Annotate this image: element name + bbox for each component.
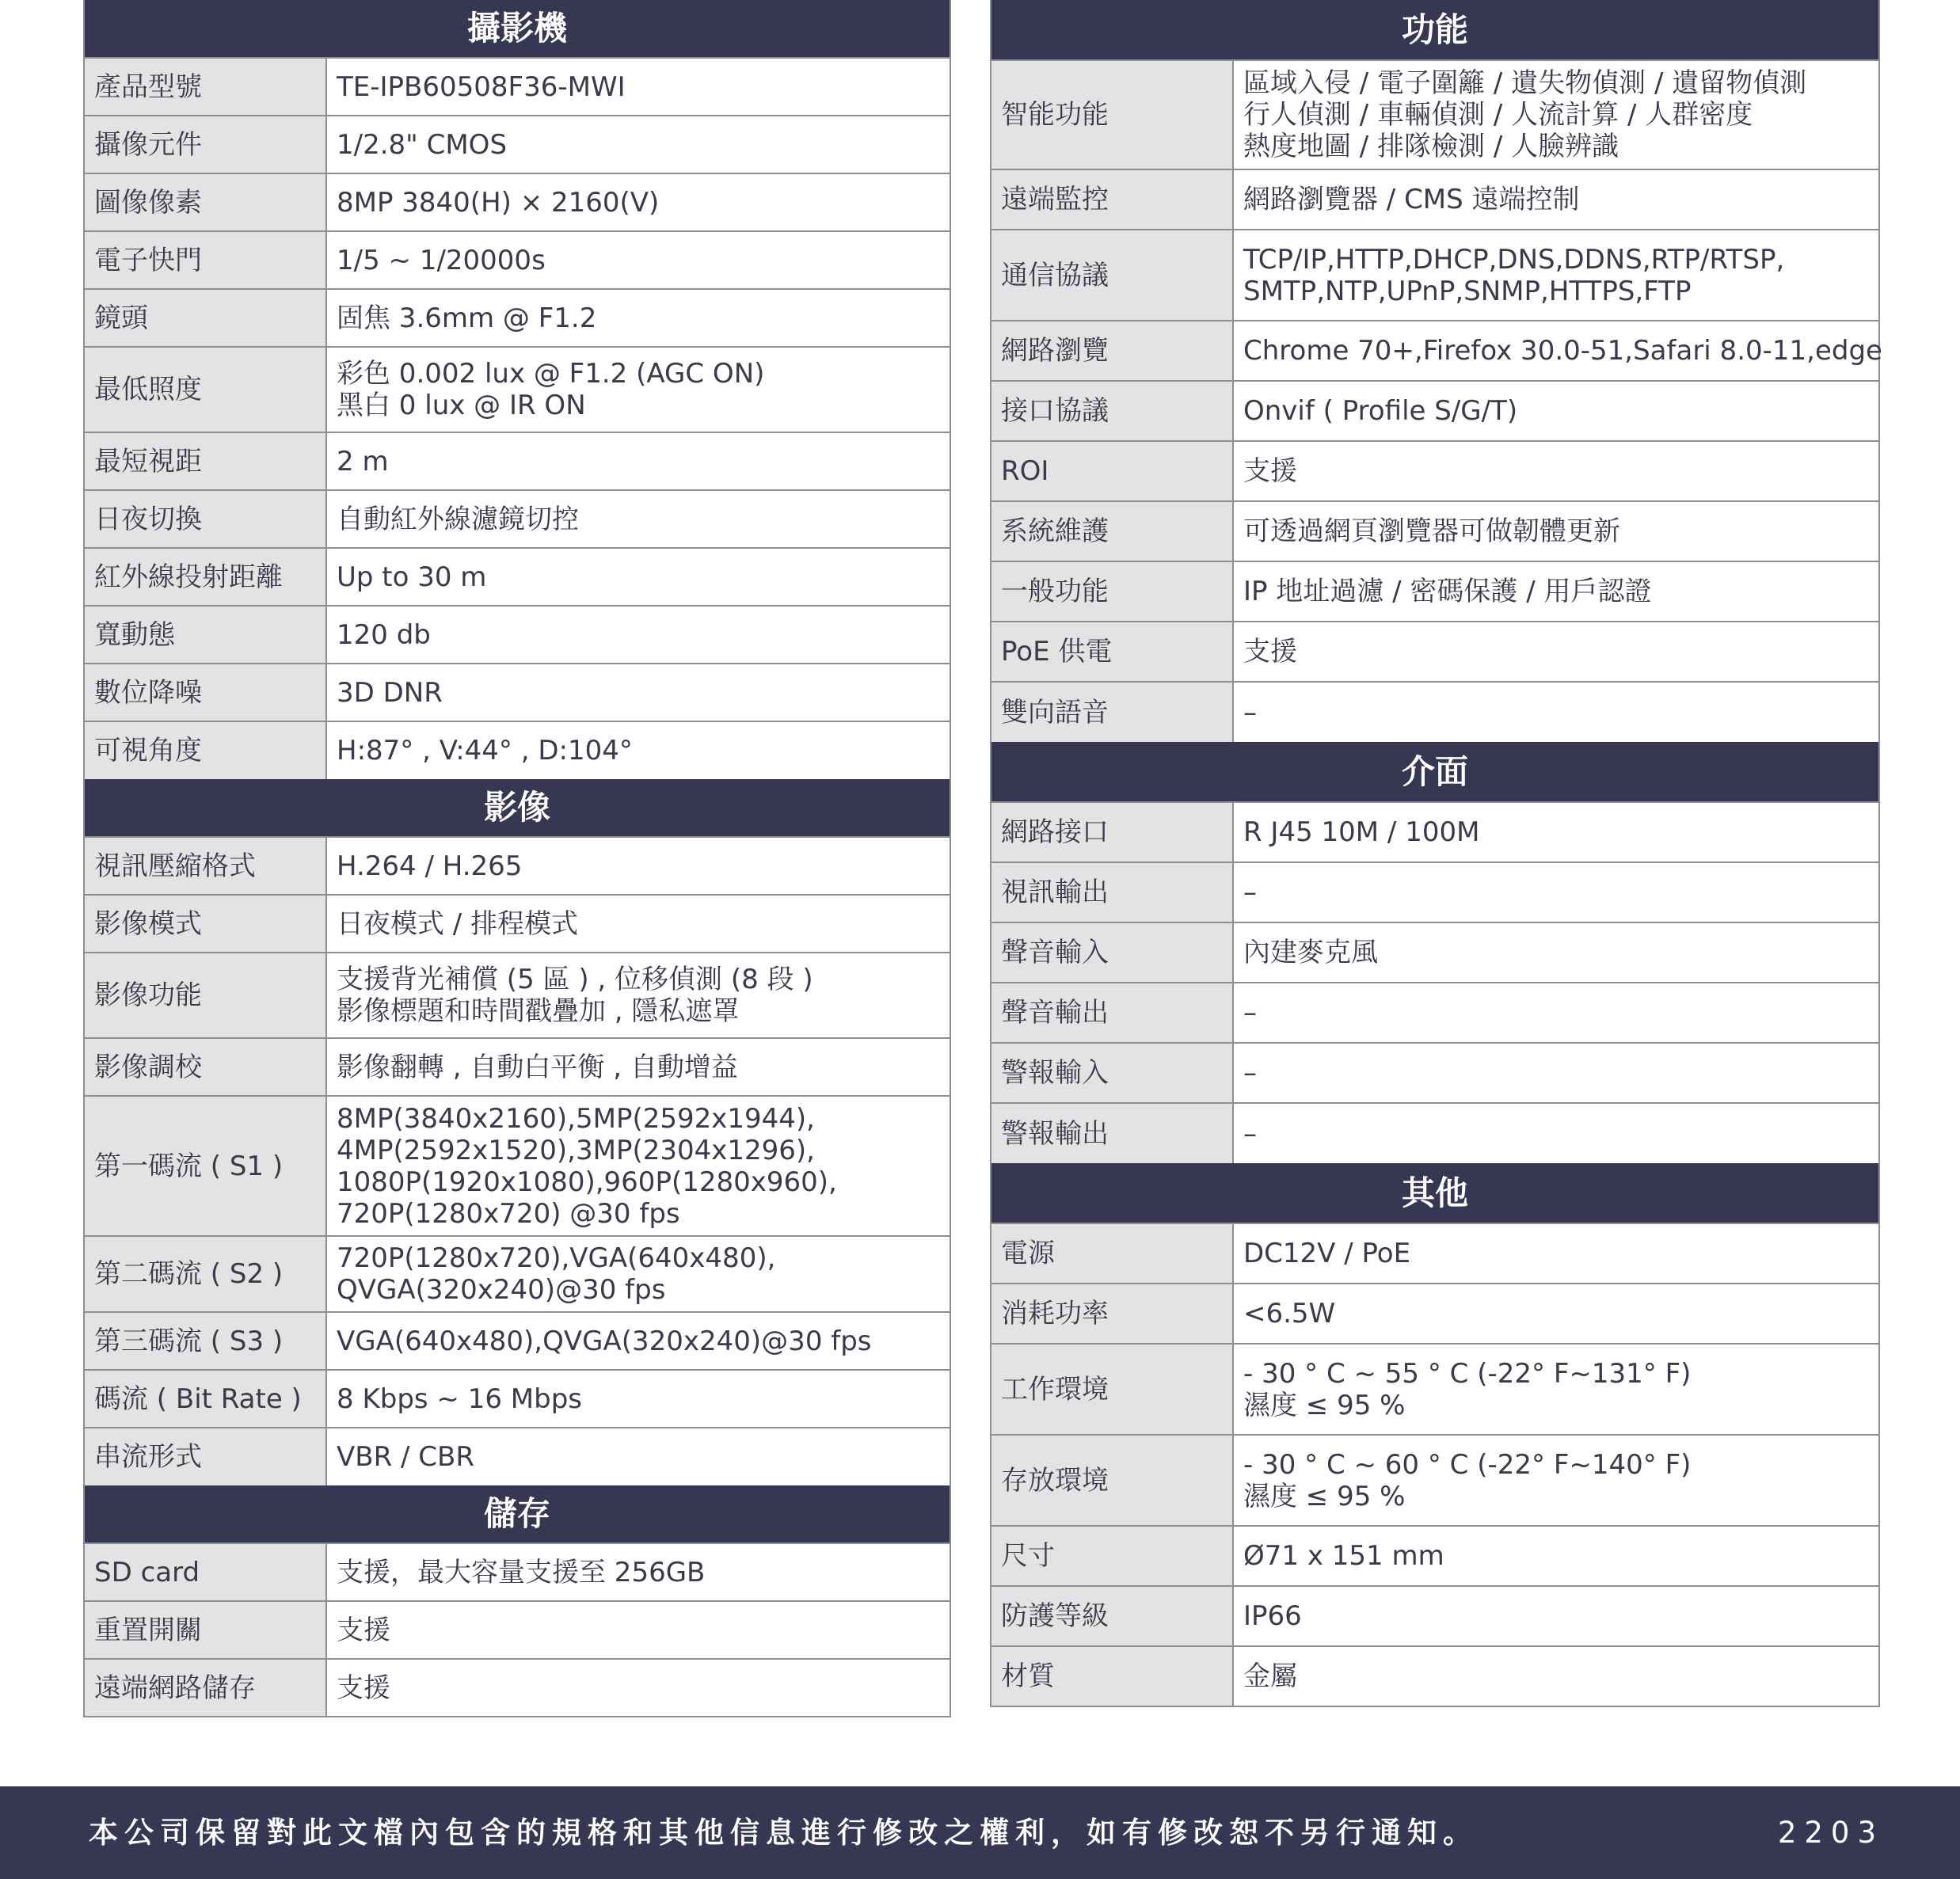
spec-value-line: 黑白 0 lux @ IR ON	[337, 390, 586, 421]
spec-label: 雙向語音	[991, 682, 1233, 742]
spec-value-line: –	[1243, 997, 1257, 1029]
spec-label: 警報輸出	[991, 1103, 1233, 1163]
footer-code: 2203	[1777, 1816, 1884, 1850]
spec-value-line: 自動紅外線濾鏡切控	[337, 503, 579, 535]
spec-row	[991, 1646, 1879, 1706]
spec-value	[1233, 922, 1879, 983]
spec-value-line: TE-IPB60508F36-MWI	[337, 70, 626, 103]
spec-label: 電子快門	[84, 231, 326, 289]
spec-label: 遠端網路儲存	[84, 1659, 326, 1717]
right-spec-column	[990, 0, 1880, 1707]
spec-row	[991, 321, 1879, 381]
spec-row	[991, 169, 1879, 230]
spec-value-line: 網路瀏覽器 / CMS 遠端控制	[1243, 184, 1580, 215]
spec-value-line: IP66	[1243, 1600, 1302, 1632]
spec-label: 寬動態	[84, 606, 326, 664]
spec-value	[326, 490, 950, 548]
spec-value-line: 支援，最大容量支援至 256GB	[337, 1556, 706, 1588]
spec-value	[326, 1312, 950, 1370]
spec-row	[991, 682, 1879, 742]
spec-row	[991, 983, 1879, 1043]
spec-value-line: 8MP 3840(H) × 2160(V)	[337, 186, 660, 219]
spec-row	[84, 1543, 950, 1601]
spec-value-line: 支援	[1243, 455, 1297, 487]
spec-label: 材質	[991, 1646, 1233, 1706]
spec-row	[84, 721, 950, 779]
spec-label: 最短視距	[84, 432, 326, 490]
spec-value	[326, 1659, 950, 1717]
spec-value	[1233, 622, 1879, 682]
spec-row	[991, 230, 1879, 321]
spec-row	[991, 922, 1879, 983]
spec-label: 第二碼流 ( S2 )	[84, 1236, 326, 1312]
spec-value-line: TCP/IP,HTTP,DHCP,DNS,DDNS,RTP/RTSP,	[1243, 243, 1785, 276]
section-header-row	[84, 779, 950, 837]
spec-value-line: - 30 ° C ~ 60 ° C (-22° F~140° F)	[1243, 1448, 1692, 1481]
spec-value-line: –	[1243, 1117, 1257, 1150]
spec-value	[1233, 1043, 1879, 1103]
spec-label: 遠端監控	[991, 169, 1233, 230]
spec-value	[1233, 802, 1879, 862]
section-title: 影像	[84, 779, 950, 837]
spec-row	[84, 116, 950, 173]
spec-value-line: DC12V / PoE	[1243, 1238, 1411, 1269]
spec-row	[991, 1344, 1879, 1435]
spec-value-line: 支援	[337, 1614, 390, 1646]
spec-label: 數位降噪	[84, 664, 326, 721]
footer-bar	[0, 1786, 1960, 1879]
spec-row	[84, 432, 950, 490]
spec-label: 防護等級	[991, 1586, 1233, 1646]
spec-label: 網路接口	[991, 802, 1233, 862]
spec-value	[326, 953, 950, 1038]
spec-value	[326, 1370, 950, 1428]
spec-value	[1233, 1586, 1879, 1646]
spec-value	[1233, 1435, 1879, 1526]
spec-label: 可視角度	[84, 721, 326, 779]
spec-value-line: Up to 30 m	[337, 561, 487, 593]
spec-value	[326, 664, 950, 721]
section-header-row	[991, 1163, 1879, 1223]
spec-value-line: 8 Kbps ~ 16 Mbps	[337, 1383, 583, 1415]
section-title: 攝影機	[84, 0, 950, 58]
spec-label: 存放環境	[991, 1435, 1233, 1526]
spec-label: 電源	[991, 1223, 1233, 1284]
spec-row	[991, 441, 1879, 501]
spec-value-line: 8MP(3840x2160),5MP(2592x1944),	[337, 1102, 815, 1135]
spec-value	[326, 548, 950, 606]
spec-row	[84, 837, 950, 895]
spec-value-line: 行人偵測 / 車輛偵測 / 人流計算 / 人群密度	[1243, 99, 1753, 131]
spec-label: 第三碼流 ( S3 )	[84, 1312, 326, 1370]
spec-value-line: VBR / CBR	[337, 1441, 474, 1473]
spec-value	[326, 1236, 950, 1312]
spec-label: 聲音輸入	[991, 922, 1233, 983]
spec-label: 碼流 ( Bit Rate )	[84, 1370, 326, 1428]
spec-value-line: Ø71 x 151 mm	[1243, 1540, 1444, 1572]
spec-label: 一般功能	[991, 561, 1233, 622]
spec-label: 重置開關	[84, 1601, 326, 1659]
spec-value	[1233, 501, 1879, 561]
spec-value	[1233, 862, 1879, 922]
spec-value	[1233, 1103, 1879, 1163]
spec-label: 消耗功率	[991, 1284, 1233, 1344]
spec-label: SD card	[84, 1543, 326, 1601]
spec-label: ROI	[991, 441, 1233, 501]
spec-value-line: IP 地址過濾 / 密碼保護 / 用戶認證	[1243, 576, 1652, 607]
spec-value-line: 2 m	[337, 445, 389, 477]
spec-value-line: Onvif ( Profile S/G/T)	[1243, 395, 1518, 427]
spec-row	[991, 1223, 1879, 1284]
spec-value	[1233, 983, 1879, 1043]
spec-value-line: 內建麥克風	[1243, 937, 1378, 968]
spec-value	[326, 1038, 950, 1096]
spec-row	[84, 1096, 950, 1236]
spec-value	[326, 895, 950, 953]
spec-row	[84, 664, 950, 721]
spec-label: 警報輸入	[991, 1043, 1233, 1103]
spec-row	[84, 953, 950, 1038]
spec-value-line: SMTP,NTP,UPnP,SNMP,HTTPS,FTP	[1243, 275, 1692, 307]
section-header-row	[84, 0, 950, 58]
spec-row	[991, 60, 1879, 169]
spec-value-line: QVGA(320x240)@30 fps	[337, 1274, 666, 1306]
spec-row	[84, 173, 950, 231]
spec-value	[1233, 60, 1879, 169]
spec-label: 接口協議	[991, 381, 1233, 441]
spec-value-line: 支援	[337, 1672, 390, 1704]
spec-label: PoE 供電	[991, 622, 1233, 682]
spec-value	[1233, 1284, 1879, 1344]
spec-row	[991, 1586, 1879, 1646]
spec-value	[326, 1428, 950, 1485]
spec-value-line: 影像翻轉 , 自動白平衡 , 自動增益	[337, 1051, 738, 1083]
spec-value	[326, 1601, 950, 1659]
spec-label: 影像功能	[84, 953, 326, 1038]
spec-row	[84, 1659, 950, 1717]
spec-row	[84, 289, 950, 347]
spec-label: 網路瀏覽	[991, 321, 1233, 381]
left-spec-table	[83, 0, 951, 1717]
spec-value-line: H:87° , V:44° , D:104°	[337, 735, 633, 766]
spec-label: 串流形式	[84, 1428, 326, 1485]
spec-row	[84, 1370, 950, 1428]
spec-label: 產品型號	[84, 58, 326, 116]
spec-label: 攝像元件	[84, 116, 326, 173]
spec-value-line: 120 db	[337, 618, 431, 651]
spec-value-line: –	[1243, 696, 1257, 728]
spec-value	[326, 116, 950, 173]
spec-value-line: –	[1243, 1057, 1257, 1089]
spec-value	[1233, 169, 1879, 230]
spec-value-line: Chrome 70+,Firefox 30.0-51,Safari 8.0-11,edge	[1243, 335, 1882, 367]
spec-row	[84, 1312, 950, 1370]
spec-value	[1233, 1223, 1879, 1284]
spec-row	[991, 622, 1879, 682]
spec-label: 尺寸	[991, 1526, 1233, 1586]
spec-row	[991, 561, 1879, 622]
spec-value-line: 支援	[1243, 636, 1297, 668]
spec-value	[1233, 1344, 1879, 1435]
spec-value	[326, 837, 950, 895]
spec-label: 聲音輸出	[991, 983, 1233, 1043]
spec-row	[84, 1601, 950, 1659]
spec-label: 工作環境	[991, 1344, 1233, 1435]
spec-row	[991, 501, 1879, 561]
spec-row	[84, 895, 950, 953]
spec-value-line: 720P(1280x720) @30 fps	[337, 1197, 680, 1230]
spec-value-line: 金屬	[1243, 1660, 1297, 1692]
spec-value	[326, 1096, 950, 1236]
spec-value	[326, 289, 950, 347]
spec-value-line: 720P(1280x720),VGA(640x480),	[337, 1242, 776, 1274]
spec-value	[1233, 1526, 1879, 1586]
section-header-row	[991, 742, 1879, 802]
spec-label: 鏡頭	[84, 289, 326, 347]
spec-row	[991, 381, 1879, 441]
spec-value	[326, 1543, 950, 1601]
spec-value-line: H.264 / H.265	[337, 850, 523, 882]
spec-value	[326, 58, 950, 116]
right-spec-table	[990, 0, 1880, 1707]
spec-value-line: 固焦 3.6mm @ F1.2	[337, 302, 597, 334]
spec-value	[1233, 1646, 1879, 1706]
spec-row	[84, 1428, 950, 1485]
spec-value-line: 4MP(2592x1520),3MP(2304x1296),	[337, 1134, 815, 1166]
spec-value-line: 可透過網頁瀏覽器可做韌體更新	[1243, 515, 1620, 547]
spec-row	[991, 1284, 1879, 1344]
spec-row	[991, 1043, 1879, 1103]
spec-label: 視訊壓縮格式	[84, 837, 326, 895]
spec-value-line: - 30 ° C ~ 55 ° C (-22° F~131° F)	[1243, 1357, 1692, 1390]
spec-row	[991, 1526, 1879, 1586]
spec-row	[991, 862, 1879, 922]
spec-label: 通信協議	[991, 230, 1233, 321]
spec-value-line: 1/2.8" CMOS	[337, 128, 508, 161]
spec-label: 紅外線投射距離	[84, 548, 326, 606]
footer-notice: 本公司保留對此文檔內包含的規格和其他信息進行修改之權利，如有修改恕不另行通知。	[89, 1816, 1479, 1850]
section-header-row	[84, 1485, 950, 1543]
spec-row	[991, 802, 1879, 862]
spec-value-line: 支援背光補償 (5 區 ) , 位移偵測 (8 段 )	[337, 964, 813, 995]
spec-value	[326, 432, 950, 490]
spec-value-line: 濕度 ≤ 95 %	[1243, 1480, 1406, 1512]
spec-value	[1233, 682, 1879, 742]
spec-value-line: VGA(640x480),QVGA(320x240)@30 fps	[337, 1325, 872, 1357]
spec-row	[84, 606, 950, 664]
spec-label: 影像調校	[84, 1038, 326, 1096]
spec-row	[84, 1236, 950, 1312]
spec-label: 視訊輸出	[991, 862, 1233, 922]
spec-value	[326, 606, 950, 664]
section-title: 儲存	[84, 1485, 950, 1543]
spec-row	[991, 1435, 1879, 1526]
spec-row	[84, 231, 950, 289]
spec-row	[991, 1103, 1879, 1163]
spec-value	[326, 721, 950, 779]
spec-label: 最低照度	[84, 347, 326, 432]
spec-row	[84, 347, 950, 432]
spec-label: 影像模式	[84, 895, 326, 953]
spec-value-line: 1080P(1920x1080),960P(1280x960),	[337, 1166, 837, 1198]
spec-label: 日夜切換	[84, 490, 326, 548]
spec-value-line: 影像標題和時間戳疊加 , 隱私遮罩	[337, 995, 740, 1027]
spec-value-line: 彩色 0.002 lux @ F1.2 (AGC ON)	[337, 358, 765, 390]
spec-value-line: R J45 10M / 100M	[1243, 816, 1480, 848]
spec-value	[1233, 561, 1879, 622]
spec-row	[84, 58, 950, 116]
spec-label: 第一碼流 ( S1 )	[84, 1096, 326, 1236]
spec-value-line: 日夜模式 / 排程模式	[337, 907, 579, 940]
spec-label: 智能功能	[991, 60, 1233, 169]
spec-value-line: –	[1243, 877, 1257, 908]
spec-value	[326, 231, 950, 289]
spec-value-line: 區域入侵 / 電子圍籬 / 遺失物偵測 / 遺留物偵測	[1243, 67, 1807, 99]
spec-label: 圖像像素	[84, 173, 326, 231]
spec-value-line: 1/5 ~ 1/20000s	[337, 244, 546, 276]
spec-row	[84, 1038, 950, 1096]
left-spec-column	[83, 0, 951, 1717]
section-title: 介面	[991, 742, 1879, 802]
spec-value-line: <6.5W	[1243, 1298, 1336, 1329]
spec-value-line: 熱度地圖 / 排隊檢測 / 人臉辨識	[1243, 131, 1619, 162]
spec-value	[326, 347, 950, 432]
spec-value	[1233, 381, 1879, 441]
spec-row	[84, 548, 950, 606]
spec-label: 系統維護	[991, 501, 1233, 561]
section-title: 其他	[991, 1163, 1879, 1223]
spec-value	[1233, 441, 1879, 501]
spec-value-line: 濕度 ≤ 95 %	[1243, 1389, 1406, 1421]
spec-value	[326, 173, 950, 231]
spec-value	[1233, 230, 1879, 321]
section-title: 功能	[991, 0, 1879, 60]
spec-value-line: 3D DNR	[337, 676, 443, 709]
section-header-row	[991, 0, 1879, 60]
spec-value	[1233, 321, 1882, 381]
spec-row	[84, 490, 950, 548]
